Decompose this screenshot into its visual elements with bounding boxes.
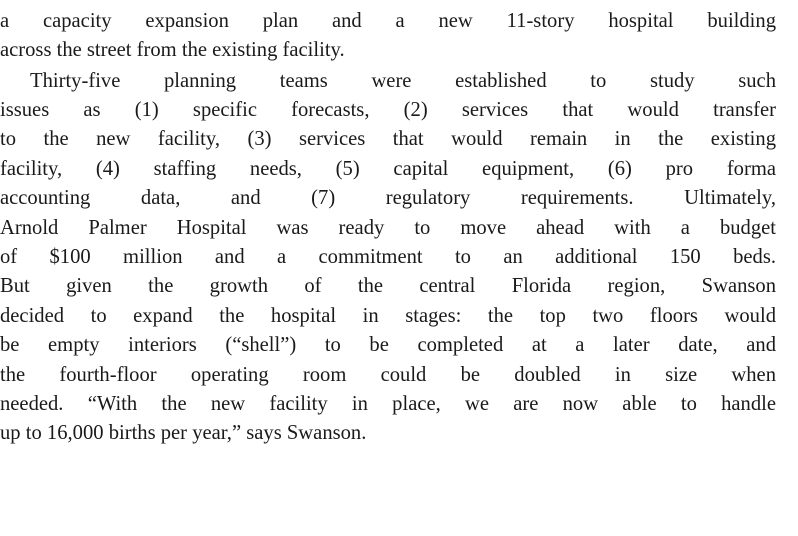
paragraph-1-line-1: a capacity expansion plan and a new 11-story hospital building bbox=[0, 10, 776, 32]
paragraph-2-line-11: the fourth-floor operating room could be doubled in size when bbox=[0, 364, 776, 386]
paragraph-2-line-7: of $100 million and a commitment to an additional 150 beds. bbox=[0, 246, 776, 268]
paragraph-2-line-2: issues as (1) specific forecasts, (2) services that would transfer bbox=[0, 99, 776, 121]
paragraph-2-line-9: decided to expand the hospital in stages: the top two floors would bbox=[0, 305, 776, 327]
paragraph-2-line-1: Thirty-five planning teams were established to study such bbox=[30, 70, 776, 92]
paragraph-2-line-6: Arnold Palmer Hospital was ready to move ahead with a budget bbox=[0, 217, 776, 239]
paragraph-2-line-8: But given the growth of the central Florida region, Swanson bbox=[0, 275, 776, 297]
paragraph-2-line-13: up to 16,000 births per year,” says Swanson. bbox=[0, 422, 367, 444]
paragraph-2-line-5: accounting data, and (7) regulatory requirements. Ultimately, bbox=[0, 187, 776, 209]
paragraph-1-line-2: across the street from the existing facility. bbox=[0, 39, 345, 61]
paragraph-2-line-3: to the new facility, (3) services that would remain in the existing bbox=[0, 128, 776, 150]
paragraph-2-line-10: be empty interiors (“shell”) to be completed at a later date, and bbox=[0, 334, 776, 356]
paragraph-2-line-4: facility, (4) staffing needs, (5) capital equipment, (6) pro forma bbox=[0, 158, 776, 180]
paragraph-2-line-12: needed. “With the new facility in place, we are now able to handle bbox=[0, 393, 776, 415]
